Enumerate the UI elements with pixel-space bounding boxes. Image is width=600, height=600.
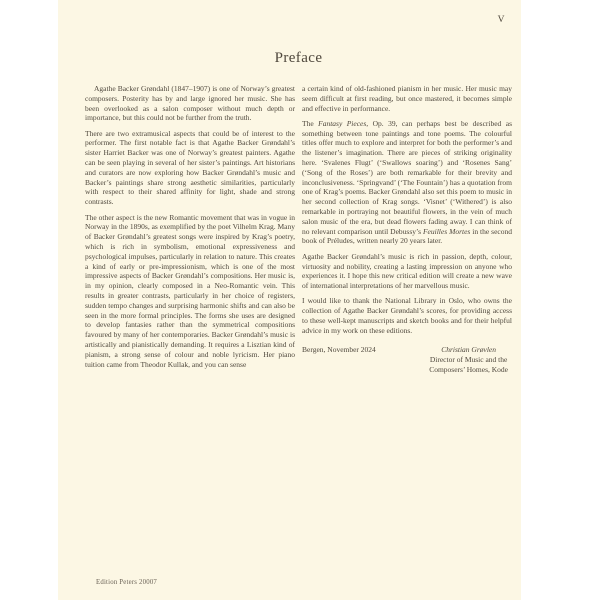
signature-role-line-1: Director of Music and the [429,354,508,364]
text-run: The other aspect is the new Romantic movement that was in vogue in Norway in the 1890s, as exemplified by the poet Vilhelm Krag. Many of Backer Grøndahl’s greatest songs were inspired by Krag’s poetry, which is rich in symbolism, emotional expressiveness and psychological impulses, particularly in relation to nature. This creates a kind of early or pre-impressionism, which is one of the most impressive aspects of Backer Grøndahl’s compositions. Her music is, in my opinion, clearly composed in a Neo-Romantic vein. This results in greater contrasts, particularly in her choice of registers, sudden tempo changes and surprising harmonic shifts and can also be seen in the more formal principles. The forms she uses are designed to develop fantasies rather than the symmetrical compositions favoured by many of her contemporaries. Backer Grøndahl’s music is artistically and pianistically demanding. It requires a Lisztian kind of pianism, a strong sense of colour and noble lyricism. Her piano tuition came from Theodor Kullak, and you can sense [85,212,295,369]
paragraph [85,84,295,123]
paragraph [302,119,512,246]
signature-author [429,345,512,376]
signature-name: Christian Grøvlen [441,344,496,354]
text-run: There are two extramusical aspects that could be of interest to the performer. The first notable fact is that Agathe Backer Grøndahl’s sister Harriet Backer was one of Norway’s greatest painters. Agathe can be seen playing in several of her sister’s paintings. Art historians and curators are now exploring how Backer Grøndahl’s music and Backer’s paintings share strong aesthetic similarities, particularly with respect to their shared affinity for light, shade and strong contrasts. [85,128,295,207]
right-column [302,84,512,375]
text-run: Agathe Backer Grøndahl (1847–1907) is one of Norway’s greatest composers. Posterity has by and large ignored her music. She has been overlooked as a salon composer without much depth or importance, but this could not be further from the truth. [85,84,295,123]
signature-role-line-2: Composers’ Homes, Kode [429,365,508,375]
italic-run: Feuilles Mortes [422,226,471,236]
book-page [58,0,521,600]
footer-imprint: Edition Peters 20007 [96,579,158,586]
preface-title: Preface [274,50,323,66]
italic-run: Fantasy Pieces [318,118,367,128]
paragraph [85,213,295,370]
paragraph [302,252,512,291]
text-run: Agathe Backer Grøndahl’s music is rich in passion, depth, colour, virtuosity and nobility, creating a lasting impression on anyone who experiences it. I hope this new critical edition will create a new wave of international interpretations of her marvellous music. [302,251,512,291]
signature-place-date: Bergen, November 2024 [302,344,376,354]
text-run: I would like to thank the National Library in Oslo, who owns the collection of Agathe Backer Grøndahl’s scores, for providing access to these well-kept manuscripts and sketch books and for their helpful advice in my work on these editions. [302,296,512,335]
signature-block [302,345,512,376]
right-column-paragraphs [302,84,512,336]
paragraph [302,296,512,335]
text-run: The [302,118,319,128]
paragraph [85,129,295,207]
text-run: in the second book of Préludes, written nearly 20 years later. [302,226,512,246]
text-run: a certain kind of old-fashioned pianism in her music. Her music may seem difficult at first reading, but once mastered, it becomes simple and effective in performance. [302,84,512,113]
text-run: , Op. 39, can perhaps best be described as something between tone paintings and tone poems. The colourful titles offer much to explore and interpret for both the performer’s and the listener’s imagination. There are pieces of striking originality here. ‘Svalenes Flugt’ (‘Swallows soaring’) and ‘Rosenes Sang’ (‘Song of the Roses’) are both remarkable for their brevity and inconclusiveness. ‘Springvand’ (‘The Fountain’) has a quotation from one of Krag’s poems. Backer Grøndahl also set this poem to music in her second collection of Krag songs. ‘Visnet’ (‘Withered’) is also remarkable in portraying not beautiful flowers, in the vein of much salon music of the era, but dead flowers fading away. I can think of no relevant comparison until Debussy’s [302,118,513,236]
left-column [85,84,295,375]
paragraph [302,84,512,113]
page-number: V [497,15,505,25]
text-columns [85,84,512,375]
page-content [85,0,512,375]
